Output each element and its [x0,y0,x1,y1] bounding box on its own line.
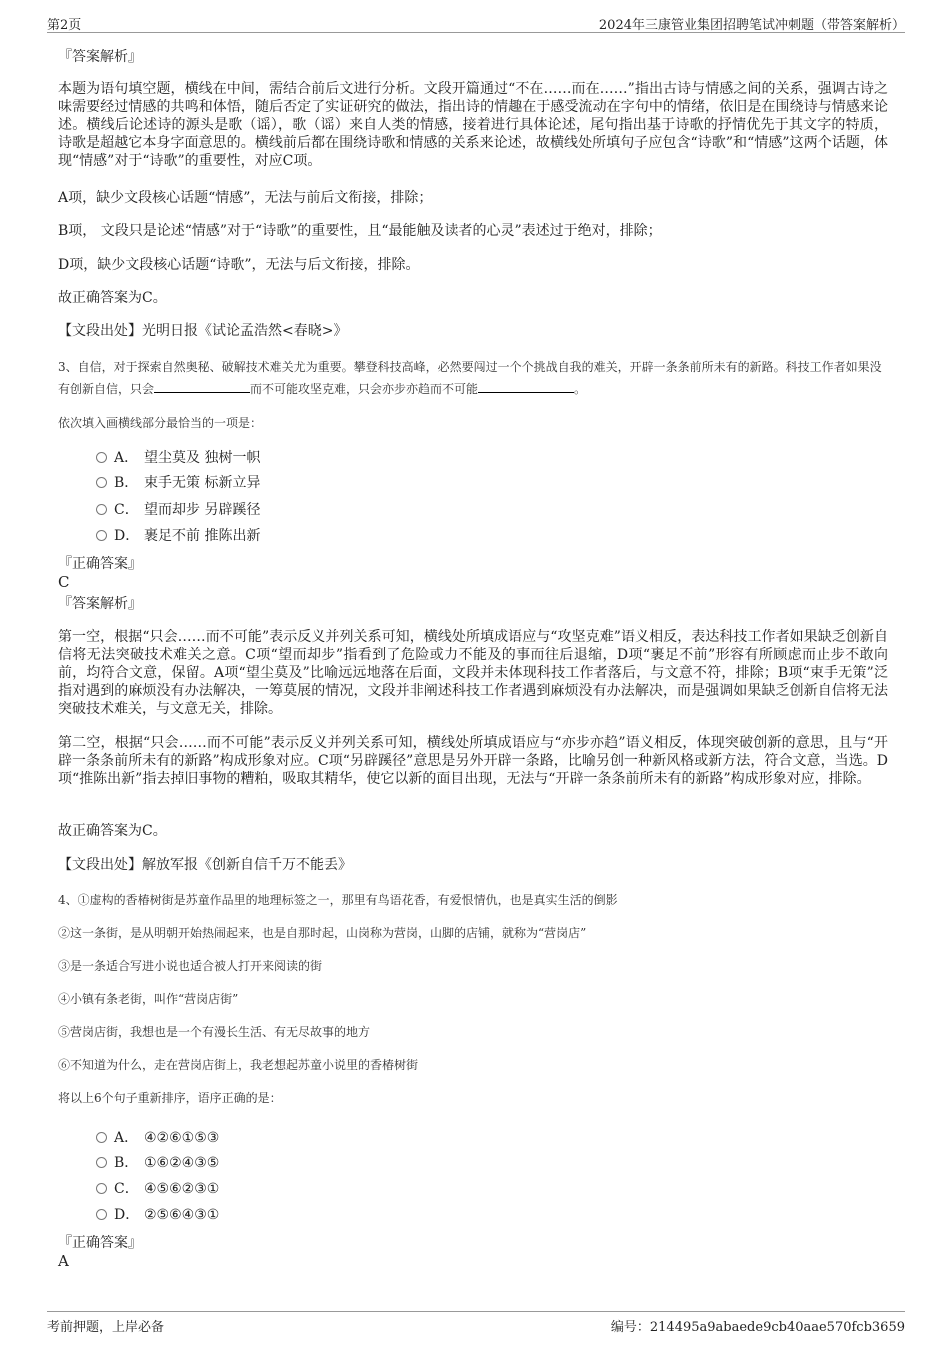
q4-sentence-4: ④小镇有条老街，叫作“营岗店街” [58,992,239,1006]
q3-blank-2 [478,380,574,393]
q3-analysis-paragraph-1: 第一空，根据“只会……而不可能”表示反义并列关系可知，横线处所填成语应与“攻坚克难”语义相反，表达科技工作者如果缺乏创新自信将无法突破技术难关之意。C项“望而却步”指看到了危险或力不能及的事而往后退缩，D项“裹足不前”形容有所顾虑而止步不敢向前，均符合文意，保留。A项“望尘莫及”比喻远远地落在后面，文段并未体现科技工作者落后，与文意不符，排除；B项“束手无策”泛指对遇到的麻烦没有办法解决，一筹莫展的情况，文段并非阐述科技工作者遇到麻烦没有办法解决，而是强调如果缺乏创新自信将无法突破技术难关，与文意无关，排除。 [58,629,888,717]
page-number: 第2页 [47,18,82,33]
q3-instruction: 依次填入画横线部分最恰当的一项是： [58,416,263,430]
radio-icon[interactable] [96,477,107,488]
q4-sentence-6: ⑥不知道为什么，走在营岗店街上，我老想起苏童小说里的香椿树街 [58,1058,419,1072]
q3-option-a[interactable]: A． 望尘莫及 独树一帜 [96,448,260,468]
q4-answer: A [58,1252,69,1270]
radio-icon[interactable] [96,1209,107,1220]
q3-option-b[interactable]: B． 束手无策 标新立异 [96,473,260,493]
q3-stem-part1: 3、自信，对于探索自然奥秘、破解技术难关尤为重要。攀登科技高峰，必然要闯过一个个挑战自我的难关，开辟一条条前所未有的新路。科技工作者如果没有创新自信，只会 [58,360,882,396]
q3-analysis-label: 『答案解析』 [58,596,142,612]
page-footer [47,1311,905,1338]
footer-slogan: 考前押题，上岸必备 [47,1320,165,1335]
q4-option-c[interactable]: C． ④⑤⑥②③① [96,1179,219,1199]
q3-analysis-paragraph-2: 第二空，根据“只会……而不可能”表示反义并列关系可知，横线处所填成语应与“亦步亦趋”语义相反，体现突破创新的意思，且与“开辟一条条前所未有的新路”构成形象对应。C项“另辟蹊径”意思是另外开辟一条路，比喻另创一种新风格或新方法，符合文意，当选。D项“推陈出新”指去掉旧事物的糟粕，吸取其精华，使它以新的面目出现，无法与“开辟一条条前所未有的新路”构成形象对应，排除。 [58,735,888,787]
q3-stem-part2: 而不可能攻坚克难，只会亦步亦趋而不可能 [250,382,479,396]
q2-conclusion: 故正确答案为C。 [58,290,167,306]
q4-instruction: 将以上6个句子重新排序，语序正确的是： [58,1091,282,1105]
q4-sentence-3: ③是一条适合写进小说也适合被人打开来阅读的街 [58,959,323,973]
q3-stem [58,356,888,400]
q2-analysis-option-a: A项，缺少文段核心话题“情感”，无法与前后文衔接，排除； [58,190,433,206]
radio-icon[interactable] [96,452,107,463]
radio-icon[interactable] [96,530,107,541]
q2-analysis-option-b: B项， 文段只是论述“情感”对于“诗歌”的重要性，且“最能触及读者的心灵”表述过于绝对，排除； [58,223,662,239]
q3-blank-1 [154,380,250,393]
q4-sentence-5: ⑤营岗店街，我想也是一个有漫长生活、有无尽故事的地方 [58,1025,371,1039]
q4-option-d[interactable]: D． ②⑤⑥④③① [96,1205,219,1225]
q3-option-d[interactable]: D． 裹足不前 推陈出新 [96,526,260,546]
q2-source: 【文段出处】光明日报《试论孟浩然<春晓>》 [58,323,348,339]
q2-analysis-option-d: D项，缺少文段核心话题“诗歌”，无法与后文衔接，排除。 [58,257,420,273]
q2-analysis-label: 『答案解析』 [58,49,142,65]
q4-option-b[interactable]: B． ①⑥②④③⑤ [96,1153,219,1173]
q2-analysis-paragraph: 本题为语句填空题，横线在中间，需结合前后文进行分析。文段开篇通过“不在……而在……”指出古诗与情感之间的关系，强调古诗之味需要经过情感的共鸣和体悟，随后否定了实证研究的做法，指出诗的情趣在于感受流动在字句中的情绪，依旧是在围绕诗与情感来论述。横线后论述诗的源头是歌（谣），歌（谣）来自人类的情感，接着进行具体论述，尾句指出基于诗歌的抒情优先于其文字的特质，诗歌是超越它本身字面意思的。横线前后都在围绕诗歌和情感的关系来论述，故横线处所填句子应包含“诗歌”和“情感”这两个话题，体现“情感”对于“诗歌”的重要性，对应C项。 [58,81,888,169]
q3-stem-end: 。 [574,382,587,396]
q4-stem: 4、①虚构的香椿树街是苏童作品里的地理标签之一，那里有鸟语花香，有爱恨情仇，也是真实生活的倒影 [58,893,618,907]
q4-option-a[interactable]: A． ④②⑥①⑤③ [96,1128,219,1148]
document-title: 2024年三康管业集团招聘笔试冲刺题（带答案解析） [598,18,905,33]
radio-icon[interactable] [96,1132,107,1143]
radio-icon[interactable] [96,1183,107,1194]
q4-answer-label: 『正确答案』 [58,1235,142,1251]
page-header [47,10,905,33]
radio-icon[interactable] [96,1157,107,1168]
q3-answer-label: 『正确答案』 [58,556,142,572]
q3-answer: C [58,573,70,591]
q4-sentence-2: ②这一条街，是从明朝开始热闹起来，也是自那时起，山岗称为营岗，山脚的店铺，就称为“营岗店” [58,926,587,940]
q3-option-c[interactable]: C． 望而却步 另辟蹊径 [96,500,260,520]
radio-icon[interactable] [96,504,107,515]
q3-source: 【文段出处】解放军报《创新自信千万不能丢》 [58,857,352,873]
document-code: 编号：214495a9abaede9cb40aae570fcb3659 [610,1320,905,1335]
q3-conclusion: 故正确答案为C。 [58,823,167,839]
